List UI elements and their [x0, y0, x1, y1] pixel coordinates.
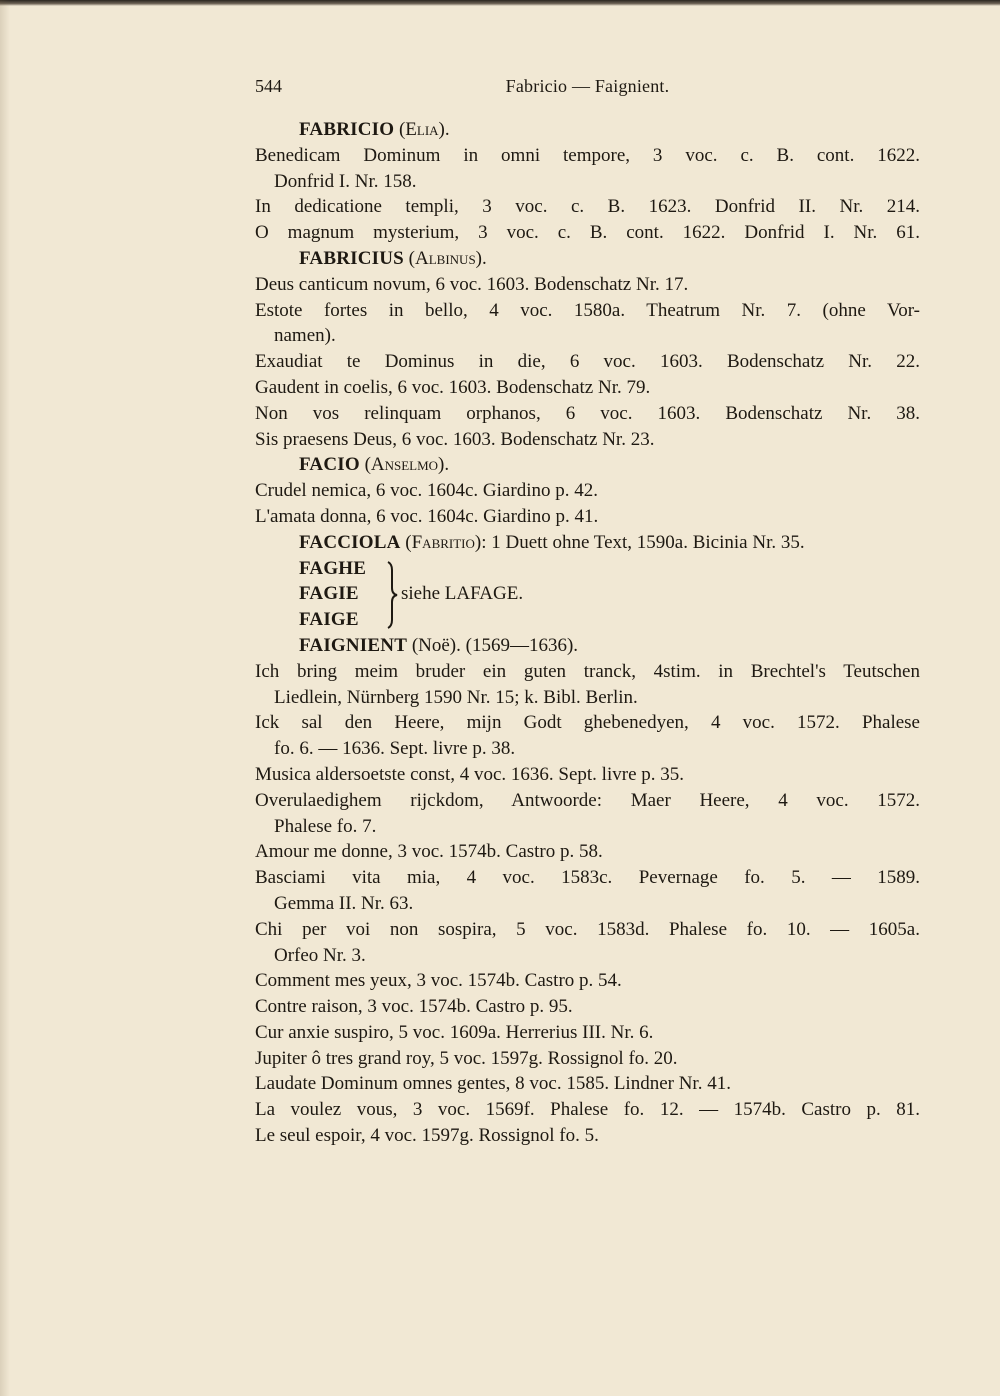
entry: Deus canticum novum, 6 voc. 1603. Bodenschatz Nr. 17. — [255, 273, 689, 295]
entry — [255, 865, 920, 917]
entry-line: Overulaedighem rijckdom, Antwoorde: Maer Heere, 4 voc. 1572. — [255, 789, 920, 811]
page-number: 544 — [255, 76, 282, 96]
entry-line: Estote fortes in bello, 4 voc. 1580a. Theatrum Nr. 7. (ohne Vor- — [255, 299, 920, 321]
composer-heading-facio — [255, 452, 920, 478]
entry: O magnum mysterium, 3 voc. c. B. cont. 1622. Donfrid I. Nr. 61. — [255, 222, 920, 244]
entry — [255, 917, 920, 969]
entry: L'amata donna, 6 voc. 1604c. Giardino p. 41. — [255, 505, 599, 527]
composer-name: FACCIOLA — [299, 531, 401, 553]
composer-name: FACIO — [299, 454, 360, 476]
running-header — [255, 76, 920, 104]
cross-reference-block — [255, 556, 920, 633]
entry: Comment mes yeux, 3 voc. 1574b. Castro p. 54. — [255, 970, 622, 992]
entry — [255, 788, 920, 840]
composer-first-name: (Albinus). — [408, 247, 487, 269]
entry: Non vos relinquam orphanos, 6 voc. 1603. Bodenschatz Nr. 38. — [255, 402, 920, 424]
page-body — [255, 117, 920, 1149]
composer-dates: (1569—1636). — [465, 634, 579, 656]
composer-name: FABRICIO — [299, 119, 395, 140]
composer-name: FAIGNIENT — [299, 634, 408, 656]
entry-line: Ich bring meim bruder ein guten tranck, 4stim. in Brechtel's Teutschen — [255, 660, 920, 682]
entry-line: Chi per voi non sospira, 5 voc. 1583d. Phalese fo. 10. — 1605a. — [255, 918, 920, 940]
entry: Le seul espoir, 4 voc. 1597g. Rossignol fo. 5. — [255, 1125, 599, 1147]
entry-line: Benedicam Dominum in omni tempore, 3 voc. c. B. cont. 1622. — [255, 144, 920, 166]
cross-reference-text: siehe LAFAGE. — [401, 583, 524, 605]
entry — [255, 659, 920, 711]
composer-heading-fabricio — [255, 117, 920, 143]
composer-heading-facciola — [255, 530, 920, 556]
entry — [255, 710, 920, 762]
entry: Musica aldersoetste const, 4 voc. 1636. Sept. livre p. 35. — [255, 763, 685, 785]
curly-brace-icon — [385, 560, 399, 630]
entry-line: Orfeo Nr. 3. — [274, 944, 366, 966]
entry-line: Phalese fo. 7. — [274, 815, 377, 837]
entry: Amour me donne, 3 voc. 1574b. Castro p. 58. — [255, 841, 603, 863]
composer-name: FAGIE — [299, 583, 359, 605]
entry-line: fo. 6. — 1636. Sept. livre p. 38. — [274, 738, 516, 760]
entry: Crudel nemica, 6 voc. 1604c. Giardino p. 42. — [255, 480, 598, 502]
entry: In dedicatione templi, 3 voc. c. B. 1623. Donfrid II. Nr. 214. — [255, 196, 920, 218]
entry: Gaudent in coelis, 6 voc. 1603. Bodenschatz Nr. 79. — [255, 376, 651, 398]
composer-heading-faignient — [255, 633, 920, 659]
composer-first-name: (Elia). — [398, 119, 450, 140]
composer-heading-fabricius — [255, 246, 920, 272]
entry: La voulez vous, 3 voc. 1569f. Phalese fo. 12. — 1574b. Castro p. 81. — [255, 1099, 920, 1121]
composer-name: FAGHE — [299, 557, 367, 579]
entry-line: Donfrid I. Nr. 158. — [274, 170, 417, 192]
binding-shadow — [0, 0, 10, 1396]
composer-first-name: (Anselmo). — [364, 454, 450, 476]
entry: Contre raison, 3 voc. 1574b. Castro p. 95. — [255, 996, 573, 1018]
composer-name: FABRICIUS — [299, 247, 404, 269]
composer-first-name: (Noë). — [411, 634, 461, 656]
entry: Exaudiat te Dominus in die, 6 voc. 1603. Bodenschatz Nr. 22. — [255, 351, 920, 373]
entry: Jupiter ô tres grand roy, 5 voc. 1597g. Rossignol fo. 20. — [255, 1047, 678, 1069]
entry — [255, 143, 920, 195]
composer-entry-text: 1 Duett ohne Text, 1590a. Bicinia Nr. 35. — [491, 531, 805, 553]
composer-first-name: (Fabritio): — [405, 531, 487, 553]
entry: Cur anxie suspiro, 5 voc. 1609a. Herrerius III. Nr. 6. — [255, 1021, 654, 1043]
entry-line: Liedlein, Nürnberg 1590 Nr. 15; k. Bibl. Berlin. — [274, 686, 638, 708]
composer-name: FAIGE — [299, 609, 359, 631]
page-top-edge — [0, 0, 1000, 6]
entry: Sis praesens Deus, 6 voc. 1603. Bodenschatz Nr. 23. — [255, 428, 655, 450]
running-title: Fabricio — Faignient. — [505, 76, 670, 96]
entry-line: namen). — [274, 325, 336, 347]
entry-line: Ick sal den Heere, mijn Godt ghebenedyen, 4 voc. 1572. Phalese — [255, 712, 920, 734]
entry-line: Basciami vita mia, 4 voc. 1583c. Pevernage fo. 5. — 1589. — [255, 867, 920, 889]
entry-line: Gemma II. Nr. 63. — [274, 892, 414, 914]
entry — [255, 298, 920, 350]
entry: Laudate Dominum omnes gentes, 8 voc. 1585. Lindner Nr. 41. — [255, 1073, 731, 1095]
